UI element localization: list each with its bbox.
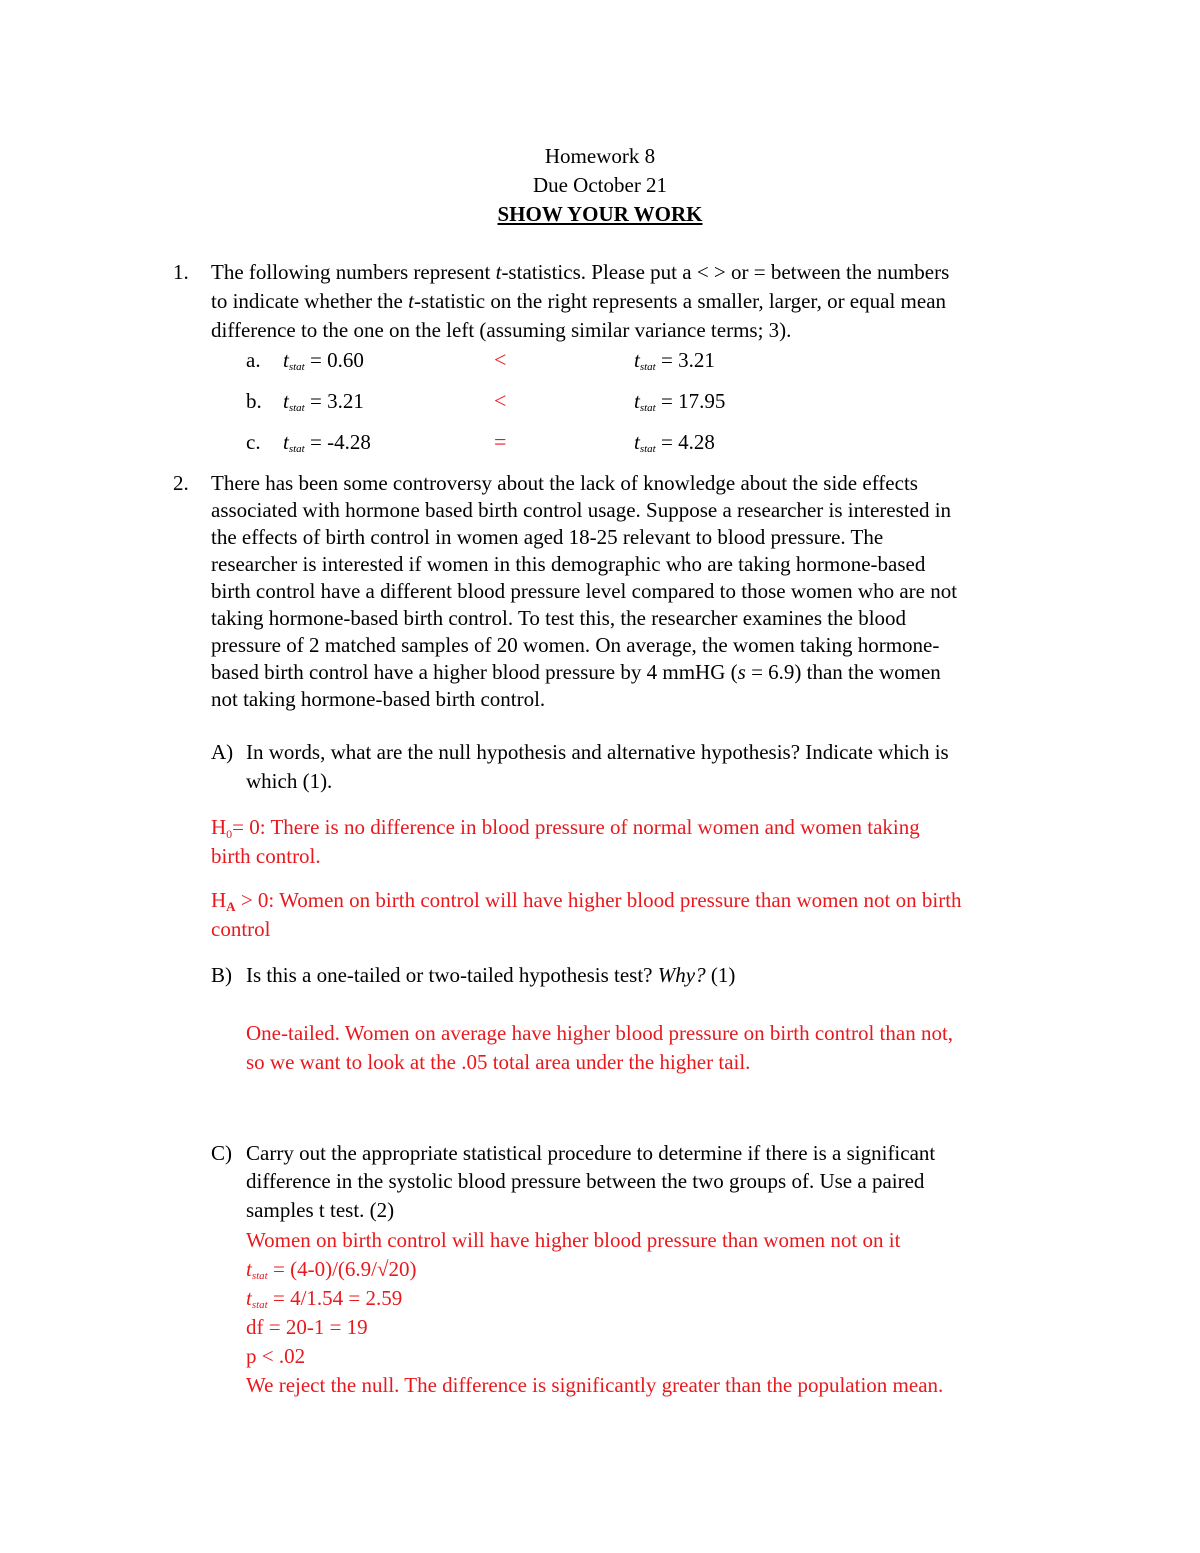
- q2c-calc-1: $t_{stat} = (4-0)/(6.9/√20)$: [246, 1257, 417, 1282]
- q1-row-a-right: $t_{stat} = 3.21$: [634, 348, 715, 373]
- q1-row-a-label: a.: [246, 348, 261, 372]
- q2-number: 2.: [173, 471, 189, 495]
- q2c-answer-intro: Women on birth control will have higher blood pressure than women not on it: [246, 1228, 901, 1252]
- q1-row-b-right: $t_{stat} = 17.95$: [634, 389, 726, 414]
- q1-number: 1.: [173, 260, 189, 284]
- q1-row-a-left: $t_{stat} = 0.60$: [283, 348, 364, 373]
- q1-row-c-left: $t_{stat} = -4.28$: [283, 430, 371, 455]
- alt-hypothesis-line-1: HA > 0: Women on birth control will have higher blood pressure than women not on birth: [211, 888, 962, 914]
- q2-line-3: the effects of birth control in women aged 18-25 relevant to blood pressure. The: [211, 525, 884, 549]
- instruction-heading: SHOW YOUR WORK: [497, 202, 703, 226]
- q2-line-5: birth control have a different blood pressure level compared to those women who are not: [211, 579, 958, 603]
- q2a-line-1: In words, what are the null hypothesis and alternative hypothesis? Indicate which is: [246, 740, 949, 764]
- q2b-answer-line-1: One-tailed. Women on average have higher blood pressure on birth control than not,: [246, 1021, 954, 1045]
- q2-line-1: There has been some controversy about the lack of knowledge about the side effects: [211, 471, 918, 495]
- q2a-line-2: which (1).: [246, 769, 333, 793]
- alt-hypothesis-line-2: control: [211, 917, 271, 941]
- q2c-p-value: p < .02: [246, 1344, 306, 1368]
- q1-row-b-symbol: <: [494, 388, 507, 413]
- q2c-line-2: difference in the systolic blood pressure between the two groups of. Use a paired: [246, 1169, 925, 1193]
- q1-row-c-symbol: =: [494, 429, 507, 454]
- q2-line-8: based birth control have a higher blood pressure by 4 mmHG (s = 6.9) than the women: [211, 660, 941, 684]
- q2c-df: df = 20-1 = 19: [246, 1315, 368, 1339]
- null-hypothesis-line-2: birth control.: [211, 844, 321, 868]
- q2b-line: Is this a one-tailed or two-tailed hypothesis test? Why? (1): [246, 963, 736, 987]
- q2c-label: C): [211, 1141, 232, 1165]
- q2a-label: A): [211, 740, 234, 764]
- q1-row-c-label: c.: [246, 430, 261, 454]
- null-hypothesis-line-1: H0= 0: There is no difference in blood pressure of normal women and women taking: [211, 815, 920, 841]
- q2b-label: B): [211, 963, 232, 987]
- q2-line-4: researcher is interested if women in this demographic who are taking hormone-based: [211, 552, 926, 576]
- q1-line-2: to indicate whether the t-statistic on the right represents a smaller, larger, or equal mean: [211, 289, 947, 313]
- q1-line-3: difference to the one on the left (assuming similar variance terms; 3).: [211, 318, 792, 342]
- q1-row-b-label: b.: [246, 389, 262, 413]
- q1-row-a-symbol: <: [494, 347, 507, 372]
- q2-line-2: associated with hormone based birth control usage. Suppose a researcher is interested in: [211, 498, 952, 522]
- q2-line-9: not taking hormone-based birth control.: [211, 687, 546, 711]
- due-date: Due October 21: [532, 173, 668, 197]
- q2-line-7: pressure of 2 matched samples of 20 women. On average, the women taking hormone-: [211, 633, 940, 657]
- q2c-calc-2: $t_{stat} = 4/1.54 = 2.59$: [246, 1286, 403, 1311]
- q2c-line-1: Carry out the appropriate statistical procedure to determine if there is a significant: [246, 1141, 936, 1165]
- q1-line-1: The following numbers represent t-statistics. Please put a < > or = between the numbers: [211, 260, 950, 284]
- q1-row-c-right: $t_{stat} = 4.28$: [634, 430, 715, 455]
- q2c-line-3: samples t test. (2): [246, 1198, 395, 1222]
- page-title: Homework 8: [544, 144, 656, 168]
- q2c-conclusion: We reject the null. The difference is significantly greater than the population mean.: [246, 1373, 944, 1397]
- q2-line-6: taking hormone-based birth control. To test this, the researcher examines the blood: [211, 606, 907, 630]
- q2b-answer-line-2: so we want to look at the .05 total area under the higher tail.: [246, 1050, 751, 1074]
- q1-row-b-left: $t_{stat} = 3.21$: [283, 389, 364, 414]
